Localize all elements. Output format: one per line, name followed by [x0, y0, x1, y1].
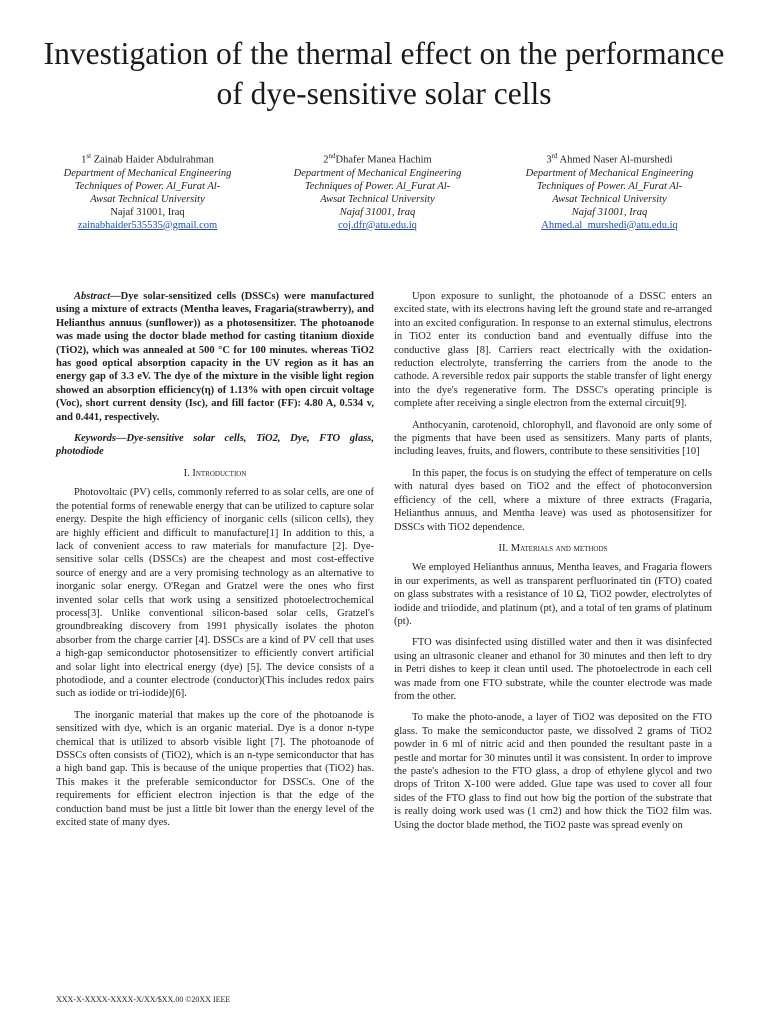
author-1-name: Zainab Haider Abdulrahman	[93, 154, 214, 166]
author-2-name: Dhafer Manea Hachim	[335, 154, 432, 166]
author-3-dept-line1: Department of Mechanical Engineering	[525, 167, 694, 179]
methods-paragraph-3: To make the photo-anode, a layer of TiO2 was deposited on the FTO glass. To make the semiconductor paste, we dissolved 2 grams of TiO2 powder in 6 ml of nitric acid and then pounded the resultant paste in a pestle and mortar for 30 minutes until it was consistent. In order to improve the paste's adhesion to the FTO glass, a drop of ethylene glycol and two drops of Triton X-100 were added. Glue tape was used to cover all four sides of the FTO glass to find out how big the portion of the substrate that is really doing work used was (1 cm2) and how thick the TiO2 film was. Using the doctor blade method, the TiO2 paste was spread evenly on	[394, 712, 712, 831]
author-2	[270, 150, 485, 232]
methods-paragraph-2: FTO was disinfected using distilled water and then it was disinfected using an ultrasonic cleaner and ethanol for 30 minutes and then left to dry in Petri dishes to keep it clean until used. The photoelectrode in each cell was made from one FTO substrate, while the counter electrode was made from the other.	[394, 637, 712, 702]
author-3-name: Ahmed Naser Al-murshedi	[559, 154, 673, 166]
author-1-email[interactable]: zainabhaider535535@gmail.com	[77, 219, 218, 231]
right-paragraph-2: Anthocyanin, carotenoid, chlorophyll, and flavonoid are only some of the pigments that have been used as sensitizers. Many parts of plants, including leaves, fruits, and flowers, contribute to these sensitivities [10]	[394, 419, 712, 458]
right-column	[394, 290, 712, 840]
author-3-order: 3	[546, 154, 552, 166]
author-2-order: 2	[323, 154, 329, 166]
author-3-email[interactable]: Ahmed.al_murshedi@atu.edu.iq	[541, 219, 678, 231]
author-2-city: Najaf 31001, Iraq	[339, 206, 416, 218]
author-2-dept-line2: Techniques of Power. Al_Furat Al-	[304, 180, 451, 192]
abstract	[56, 290, 374, 424]
intro-paragraph-2: The inorganic material that makes up the core of the photoanode is sensitized with dye, which is an organic material. Dye is a donor n-type chemical that is utilized to absorb visible light [7]. The photoanode of DSSCs often consists of (TiO2), which is an n-type semiconductor that has a high band gap. This is because of the unique properties that (TiO2) has. This makes it the preferable semiconductor for DSSCs. One of the requirements for efficient electron injection is that the edge of the conduction band must be just a little bit lower than the energy level of the excited state of many dyes.	[56, 709, 374, 829]
author-3-dept-line2: Techniques of Power. Al_Furat Al-	[536, 180, 683, 192]
author-1	[40, 150, 255, 232]
author-3-city: Najaf 31001, Iraq	[571, 206, 648, 218]
section-heading-introduction: I. Introduction	[183, 467, 247, 479]
author-3-ordinal: rd	[551, 152, 558, 160]
author-1-dept-line1: Department of Mechanical Engineering	[63, 167, 232, 179]
author-1-dept-line3: Awsat Technical University	[90, 193, 205, 205]
author-1-city: Najaf 31001, Iraq	[110, 206, 185, 218]
abstract-lead: Abstract	[74, 291, 111, 302]
author-2-dept-line1: Department of Mechanical Engineering	[293, 167, 462, 179]
section-heading-materials: II. Materials and methods	[498, 542, 608, 554]
author-3	[502, 150, 717, 232]
abstract-text: —Dye solar-sensitized cells (DSSCs) were manufactured using a mixture of extracts (Mentha leaves, Fragaria(strawberry), and Helianthus annuus (sunflower)) as a photosensitizer. The photoanode was made using the doctor blade method for casting titanium dioxide (TiO2), which was annealed at 500 °C for 100 minutes. whereas TiO2 has good optical absorption capacity in the UV region as it has an energy gap of 3.3 eV. The dye of the mixture in the visible light region showed an absorption efficiency(η) of 1.13% with open circuit voltage (Voc), short current density (Isc), and fill factor (FF): 4.80 A, 0.534 v, and 0.441, respectively.	[56, 291, 374, 423]
copyright-footer: XXX-X-XXXX-XXXX-X/XX/$XX.00 ©20XX IEEE	[56, 995, 231, 1004]
author-2-email[interactable]: coj.dfr@atu.edu.iq	[338, 219, 417, 231]
intro-paragraph-1: Photovoltaic (PV) cells, commonly referred to as solar cells, are one of the potential forms of renewable energy that can be utilized to capture solar energy. Despite the high efficiency of inorganic cells (silicon cells), they are highly efficient and difficult to manufacture[1] In addition to this, a lack of convenient access to raw materials for manufacture [2]. Dye-sensitive solar cells (DSSCs) are the cheapest and most cost-effective source of energy and are a very promising technology as an alternative to inorganic solar energy. O'Regan and Gratzel were the ones who first invented solar cells that work using a sensitized photoelectrochemical process[3]. Unlike conventional silicon-based solar cells, Gratzel's groundbreaking discovery from 1991 physically isolates the photon absorber from the charge carrier [4]. DSSCs are a kind of PV cell that uses a high-gap semiconductor photosensitizer to efficiently convert artificial and solar light into electrical energy (dye) [5]. The device consists of a photodiode, and a counter electrode (conductor)(This includes redox pairs such as iodide or tri-iodide)[6].	[56, 487, 374, 700]
right-paragraph-3: In this paper, the focus is on studying the effect of temperature on cells with natural dyes based on TiO2 and the effect of photoconversion efficiency of the cell, where a mixture of three extracts (Fragaria, Helianthus annuus, and Mentha leave) was used as photosensitizer for DSSCs with TiO2 dependence.	[394, 467, 712, 533]
author-1-ordinal: st	[86, 152, 92, 160]
author-1-dept-line2: Techniques of Power. Al_Furat Al-	[74, 180, 221, 192]
author-block	[40, 150, 740, 230]
paper-title: Investigation of the thermal effect on the performance of dye-sensitive solar cells	[43, 36, 725, 111]
left-column	[56, 290, 374, 837]
keywords: Keywords—Dye-sensitive solar cells, TiO2, Dye, FTO glass, photodiode	[56, 433, 374, 458]
author-3-dept-line3: Awsat Technical University	[552, 193, 667, 205]
author-2-ordinal: nd	[328, 152, 336, 160]
author-1-order: 1	[81, 154, 87, 166]
right-paragraph-1: Upon exposure to sunlight, the photoanode of a DSSC enters an excited state, with its electrons having left the ground state and re-arranged into an excited configuration. In response to an external stimulus, electrons in TiO2 enter its conduction band and eventually diffuse into the conductive glass [8]. Carriers react electrically with the oxidation-reduction electrolyte, transferring the carriers from the anode to the cathode. A reversible redox pair supports the stable transfer of light energy into the dye's regenerative form. The DSSC's operating principle is complete after receiving a single electron from the external circuit[9].	[394, 291, 712, 410]
author-2-dept-line3: Awsat Technical University	[320, 193, 435, 205]
methods-paragraph-1: We employed Helianthus annuus, Mentha leaves, and Fragaria flowers in our experiments, as well as transparent perfluorinated tin (FTO) coated on glass substrates with a resistance of 10 Ω, TiO2 powder, electrolytes of iodide and triiodide, and platinum (pt), and a total of ten grams of platinum (pt).	[394, 562, 712, 627]
